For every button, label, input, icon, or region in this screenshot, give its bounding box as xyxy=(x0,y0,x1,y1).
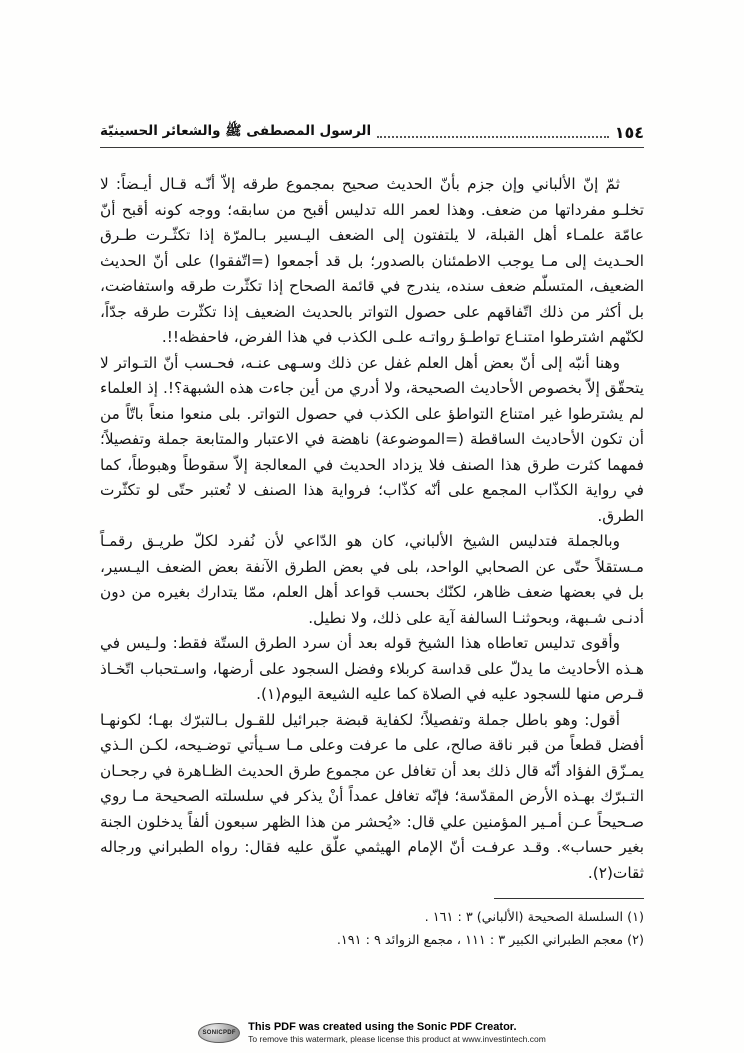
body-paragraph: وهنا أنبّه إلى أنّ بعض أهل العلم غفل عن ذلك وسـهى عنـه، فحـسب أنّ التـواتر لا يتحقّق إلاّ بخصوص الأحاديث الصحيحة، ولا أدري من أين جاءت هذه الشبهة؟!. إذ العلماء لم يشترطوا غير امتناع التواطؤ على الكذب في حصول التواتر. بلى منعوا منعاً باتّاً من أن تكون الأحاديث الساقطة (=الموضوعة) ناهضة في الاعتبار والمتابعة جملة وتفصيلاً؛ فمهما كثرت طرق هذا الصنف فلا يزداد الحديث في المعالجة إلاّ سقوطاً وهبوطاً، كما في رواية الكذّاب المجمع على أنّه كذّاب؛ فرواية هذا الصنف لا تُعتبر حتّى لو تكثّرت الطرق. xyxy=(100,353,644,525)
sonic-pdf-logo-icon xyxy=(198,1023,240,1043)
dotted-leader xyxy=(377,136,609,138)
watermark-line1: This PDF was created using the Sonic PDF Creator. xyxy=(248,1021,517,1033)
footnotes xyxy=(100,906,644,952)
footnote: (٢) معجم الطبراني الكبير ٣ : ١١١ ، مجمع الزوائد ٩ : ١٩١. xyxy=(336,933,644,948)
investintech-link[interactable]: www.investintech.com xyxy=(462,1034,546,1044)
watermark-line2-prefix: To remove this watermark, please license this product at xyxy=(248,1034,463,1044)
page-header xyxy=(100,122,644,142)
body-paragraph: وأقوى تدليس تعاطاه هذا الشيخ قوله بعد أن سرد الطرق الستّة فقط: ولـيس في هـذه الأحاديث ما يدلّ على قداسة كربلاء وفضل السجود على أرضها، واسـتحباب اتّخـاذ قـرص منها للسجود عليه في الصلاة كما عليه الشيعة اليوم(١). xyxy=(100,634,644,703)
body-paragraph: أقول: وهو باطل جملة وتفصيلاً؛ لكفاية قبضة جبرائيل للقـول بـالتبرّك بهـا؛ لكونهـا أفضل قطعاً من قبر ناقة صالح، على ما عرفت وعلى مـا سـيأتي توضـيحه، لكـن الـذي يمـزّق الفؤاد أنّه قال ذلك بعد أن تغافل عن مجموع طرق الحديث الظـاهرة في رجحـان التـبرّك بهـذه الأرض المقدّسة؛ فإنّه تغافل عمداً أنْ يذكر في سلسلته الصحيحة مـا روي صـحيحاً عـن أمـير المؤمنين علي قال: «يُحشر من هذا الظهر سبعون ألفاً يدخلون الجنة بغير حساب». وقـد عرفـت أنّ الإمام الهيثمي علّق عليه فقال: رواه الطبراني ورجاله ثقات(٢). xyxy=(100,710,644,882)
watermark-bar xyxy=(0,1021,744,1044)
body-text xyxy=(100,172,644,886)
footnote: (١) السلسلة الصحيحة (الألباني) ٣ : ١٦١ . xyxy=(424,910,644,925)
footnote-separator xyxy=(494,898,644,899)
body-paragraph: وبالجملة فتدليس الشيخ الألباني، كان هو الدّاعي لأن نُفرد لكلّ طريـق رقمـاً مـستقلاً حتّى عن الصحابي الواحد، بلى في بعض الطرق الآنفة بعض الضعف اليـسير، بل في بعضها ضعف ظاهر، لكنّك بحسب قواعد أهل العلم، ممّا يتدارك بغيره من دون أدنـى شـبهة، وبحوثنـا السالفة آية على ذلك، ولا نطيل. xyxy=(100,532,644,627)
header-rule xyxy=(100,147,644,148)
body-paragraph: ثمّ إنّ الألباني وإن جزم بأنّ الحديث صحيح بمجموع طرقه إلاّ أنّـه قـال أيـضاً: لا تخلـو مفرداتها من ضعف. وهذا لعمر الله تدليس أقبح من سابقه؛ ووجه كونه أقبح أنّ عامّة علمـاء أهل القبلة، لا يلتفتون إلى الضعف اليـسير بـالمرّة إذا تكثّـرت طـرق الحـديث إلى مـا يوجب الاطمئنان بالصدور؛ بل قد أجمعوا (=اتّفقوا) على أنّ الحديث الضعيف، المتسلّم ضعف سنده، يندرج في قائمة الصحاح إذا تكثّرت طرقه واستفاضت، بل أكثر من ذلك اتّفاقهم على حصول التواتر بالحديث الضعيف إذا تكثّرت طرقه جدّاً، لكنّهم اشترطوا امتنـاع تواطـؤ رواتـه علـى الكذب في هذا الفرض، فاحفظه!!. xyxy=(100,175,644,346)
watermark-line2 xyxy=(248,1034,546,1044)
header-title: الرسول المصطفى ﷺ والشعائر الحسينيّة xyxy=(100,123,372,139)
page-number: ١٥٤ xyxy=(614,123,644,142)
sonic-logo-label: SONICPDF xyxy=(202,1029,236,1036)
watermark-text xyxy=(248,1021,546,1044)
